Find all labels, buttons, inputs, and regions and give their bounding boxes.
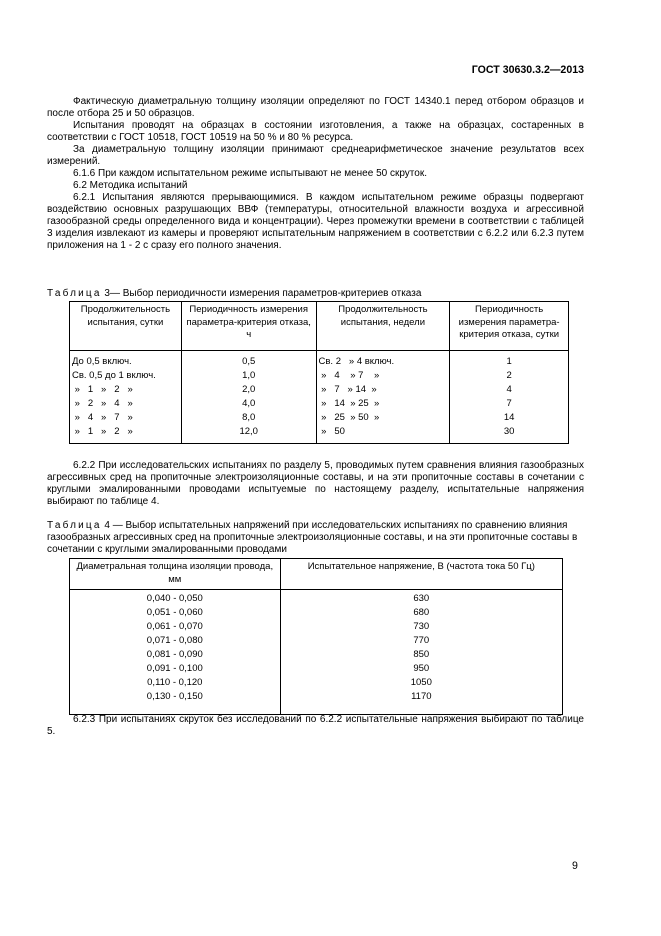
page-number: 9	[572, 860, 578, 872]
paragraph-block-1	[47, 96, 584, 252]
table-cell: 8,0	[181, 411, 316, 425]
table-row	[70, 351, 569, 370]
table-cell: 30	[450, 425, 569, 444]
table-cell: 0,130 - 0,150	[70, 690, 281, 715]
table-cell: 14	[450, 411, 569, 425]
table-row	[70, 620, 563, 634]
table-cell: 1,0	[181, 369, 316, 383]
table-cell: 2	[450, 369, 569, 383]
table-cell: 0,081 - 0,090	[70, 648, 281, 662]
table-cell: » 4 » 7 »	[70, 411, 182, 425]
paragraph: Испытания проводят на образцах в состоянии изготовления, а также на образцах, состаренных в соответствии с ГОСТ 10518, ГОСТ 10519 на 50 % и 80 % ресурса.	[47, 120, 584, 143]
table-row	[70, 690, 563, 715]
table-row	[70, 397, 569, 411]
table-cell: 0,110 - 0,120	[70, 676, 281, 690]
table4-header-cell: Испытательное напряжение, В (частота тока 50 Гц)	[280, 559, 562, 590]
table4-caption-text: 4 — Выбор испытательных напряжений при исследовательских испытаниях по сравнению влияния газообразных агрессивных сред на пропиточные электроизоляционные составы, и на эти пропиточные составы в сочетании с круглыми эмалированными проводами	[47, 520, 578, 555]
table-cell: 0,091 - 0,100	[70, 662, 281, 676]
table-row	[70, 369, 569, 383]
table-cell: » 7 » 14 »	[316, 383, 450, 397]
table-cell: До 0,5 включ.	[70, 351, 182, 370]
table-row	[70, 411, 569, 425]
table-cell: » 1 » 2 »	[70, 383, 182, 397]
table3-caption-text: 3— Выбор периодичности измерения параметров-критериев отказа	[101, 288, 422, 299]
table-cell: 770	[280, 634, 562, 648]
table3-header-cell: Продолжительность испытания, недели	[316, 302, 450, 351]
table3-caption	[47, 288, 584, 300]
table-cell: Св. 2 » 4 включ.	[316, 351, 450, 370]
paragraph-6-2-3: 6.2.3 При испытаниях скруток без исследований по 6.2.2 испытательные напряжения выбирают по таблице 5.	[47, 714, 584, 737]
table-cell: » 2 » 4 »	[70, 397, 182, 411]
document-code-header: ГОСТ 30630.3.2—2013	[471, 64, 584, 76]
table-4	[69, 558, 563, 715]
table4-caption	[47, 520, 584, 556]
table-cell: 730	[280, 620, 562, 634]
table-cell: » 4 » 7 »	[316, 369, 450, 383]
table3-header-cell: Периодичность измерения параметра-критерия отказа, ч	[181, 302, 316, 351]
table3-header-row	[70, 302, 569, 351]
table-cell: 0,040 - 0,050	[70, 590, 281, 607]
table-row	[70, 383, 569, 397]
paragraph: За диаметральную толщину изоляции принимают среднеарифметическое значение результатов всех измерений.	[47, 144, 584, 167]
table-row	[70, 634, 563, 648]
table-cell: 4	[450, 383, 569, 397]
table-cell: » 1 » 2 »	[70, 425, 182, 444]
table-cell: 630	[280, 590, 562, 607]
table-row	[70, 648, 563, 662]
table-cell: 1170	[280, 690, 562, 715]
table-cell: 12,0	[181, 425, 316, 444]
table-row	[70, 606, 563, 620]
table-cell: 1050	[280, 676, 562, 690]
table4-caption-label: Таблица	[47, 520, 102, 531]
table-row	[70, 676, 563, 690]
table-row	[70, 590, 563, 607]
table-row	[70, 662, 563, 676]
table3-header-cell: Продолжительность испытания, сутки	[70, 302, 182, 351]
table-cell: » 25 » 50 »	[316, 411, 450, 425]
table3-caption-label: Таблица	[47, 288, 102, 299]
table-cell: 0,071 - 0,080	[70, 634, 281, 648]
table-cell: 950	[280, 662, 562, 676]
paragraph: Фактическую диаметральную толщину изоляции определяют по ГОСТ 14340.1 перед отбором образцов и после отбора 25 и 50 образцов.	[47, 96, 584, 119]
table-cell: 850	[280, 648, 562, 662]
paragraph-block-2	[47, 460, 584, 508]
table-cell: 7	[450, 397, 569, 411]
table-3	[69, 301, 569, 444]
table-cell: 4,0	[181, 397, 316, 411]
paragraph-block-3	[47, 714, 584, 738]
table-row	[70, 425, 569, 444]
table-cell: 680	[280, 606, 562, 620]
table4-header-row	[70, 559, 563, 590]
section-heading-6-2: 6.2 Методика испытаний	[73, 180, 188, 191]
paragraph-6-1-6: 6.1.6 При каждом испытательном режиме испытывают не менее 50 скруток.	[73, 168, 427, 179]
table3-header-cell: Периодичность измерения параметра-критерия отказа, сутки	[450, 302, 569, 351]
table-cell: 2,0	[181, 383, 316, 397]
table-cell: 1	[450, 351, 569, 370]
paragraph-6-2-2: 6.2.2 При исследовательских испытаниях по разделу 5, проводимых путем сравнения влияния газообразных агрессивных сред на пропиточные электроизоляционные составы, и на эти пропиточные составы в сочетании с круглыми эмалированными проводами испытуемые по настоящему разделу, испытательные напряжения выбирают по таблице 4.	[47, 460, 584, 507]
table-cell: » 50	[316, 425, 450, 444]
table-cell: 0,5	[181, 351, 316, 370]
table-cell: 0,051 - 0,060	[70, 606, 281, 620]
paragraph-6-2-1: 6.2.1 Испытания являются прерывающимися. В каждом испытательном режиме образцы подвергают воздействию основных разрушающих ВВФ (температуры, относительной влажности воздуха и агрессивной газообразной среды определенного вида и концентрации). Через промежутки времени в соответствии с таблицей 3 изделия извлекают из камеры и проверяют испытательным напряжением в соответствии с 6.2.2 или 6.2.3 путем приложения на 1 - 2 с сразу его полного значения.	[47, 192, 584, 251]
table-cell: » 14 » 25 »	[316, 397, 450, 411]
table4-header-cell: Диаметральная толщина изоляции провода, мм	[70, 559, 281, 590]
table-cell: 0,061 - 0,070	[70, 620, 281, 634]
table-cell: Св. 0,5 до 1 включ.	[70, 369, 182, 383]
